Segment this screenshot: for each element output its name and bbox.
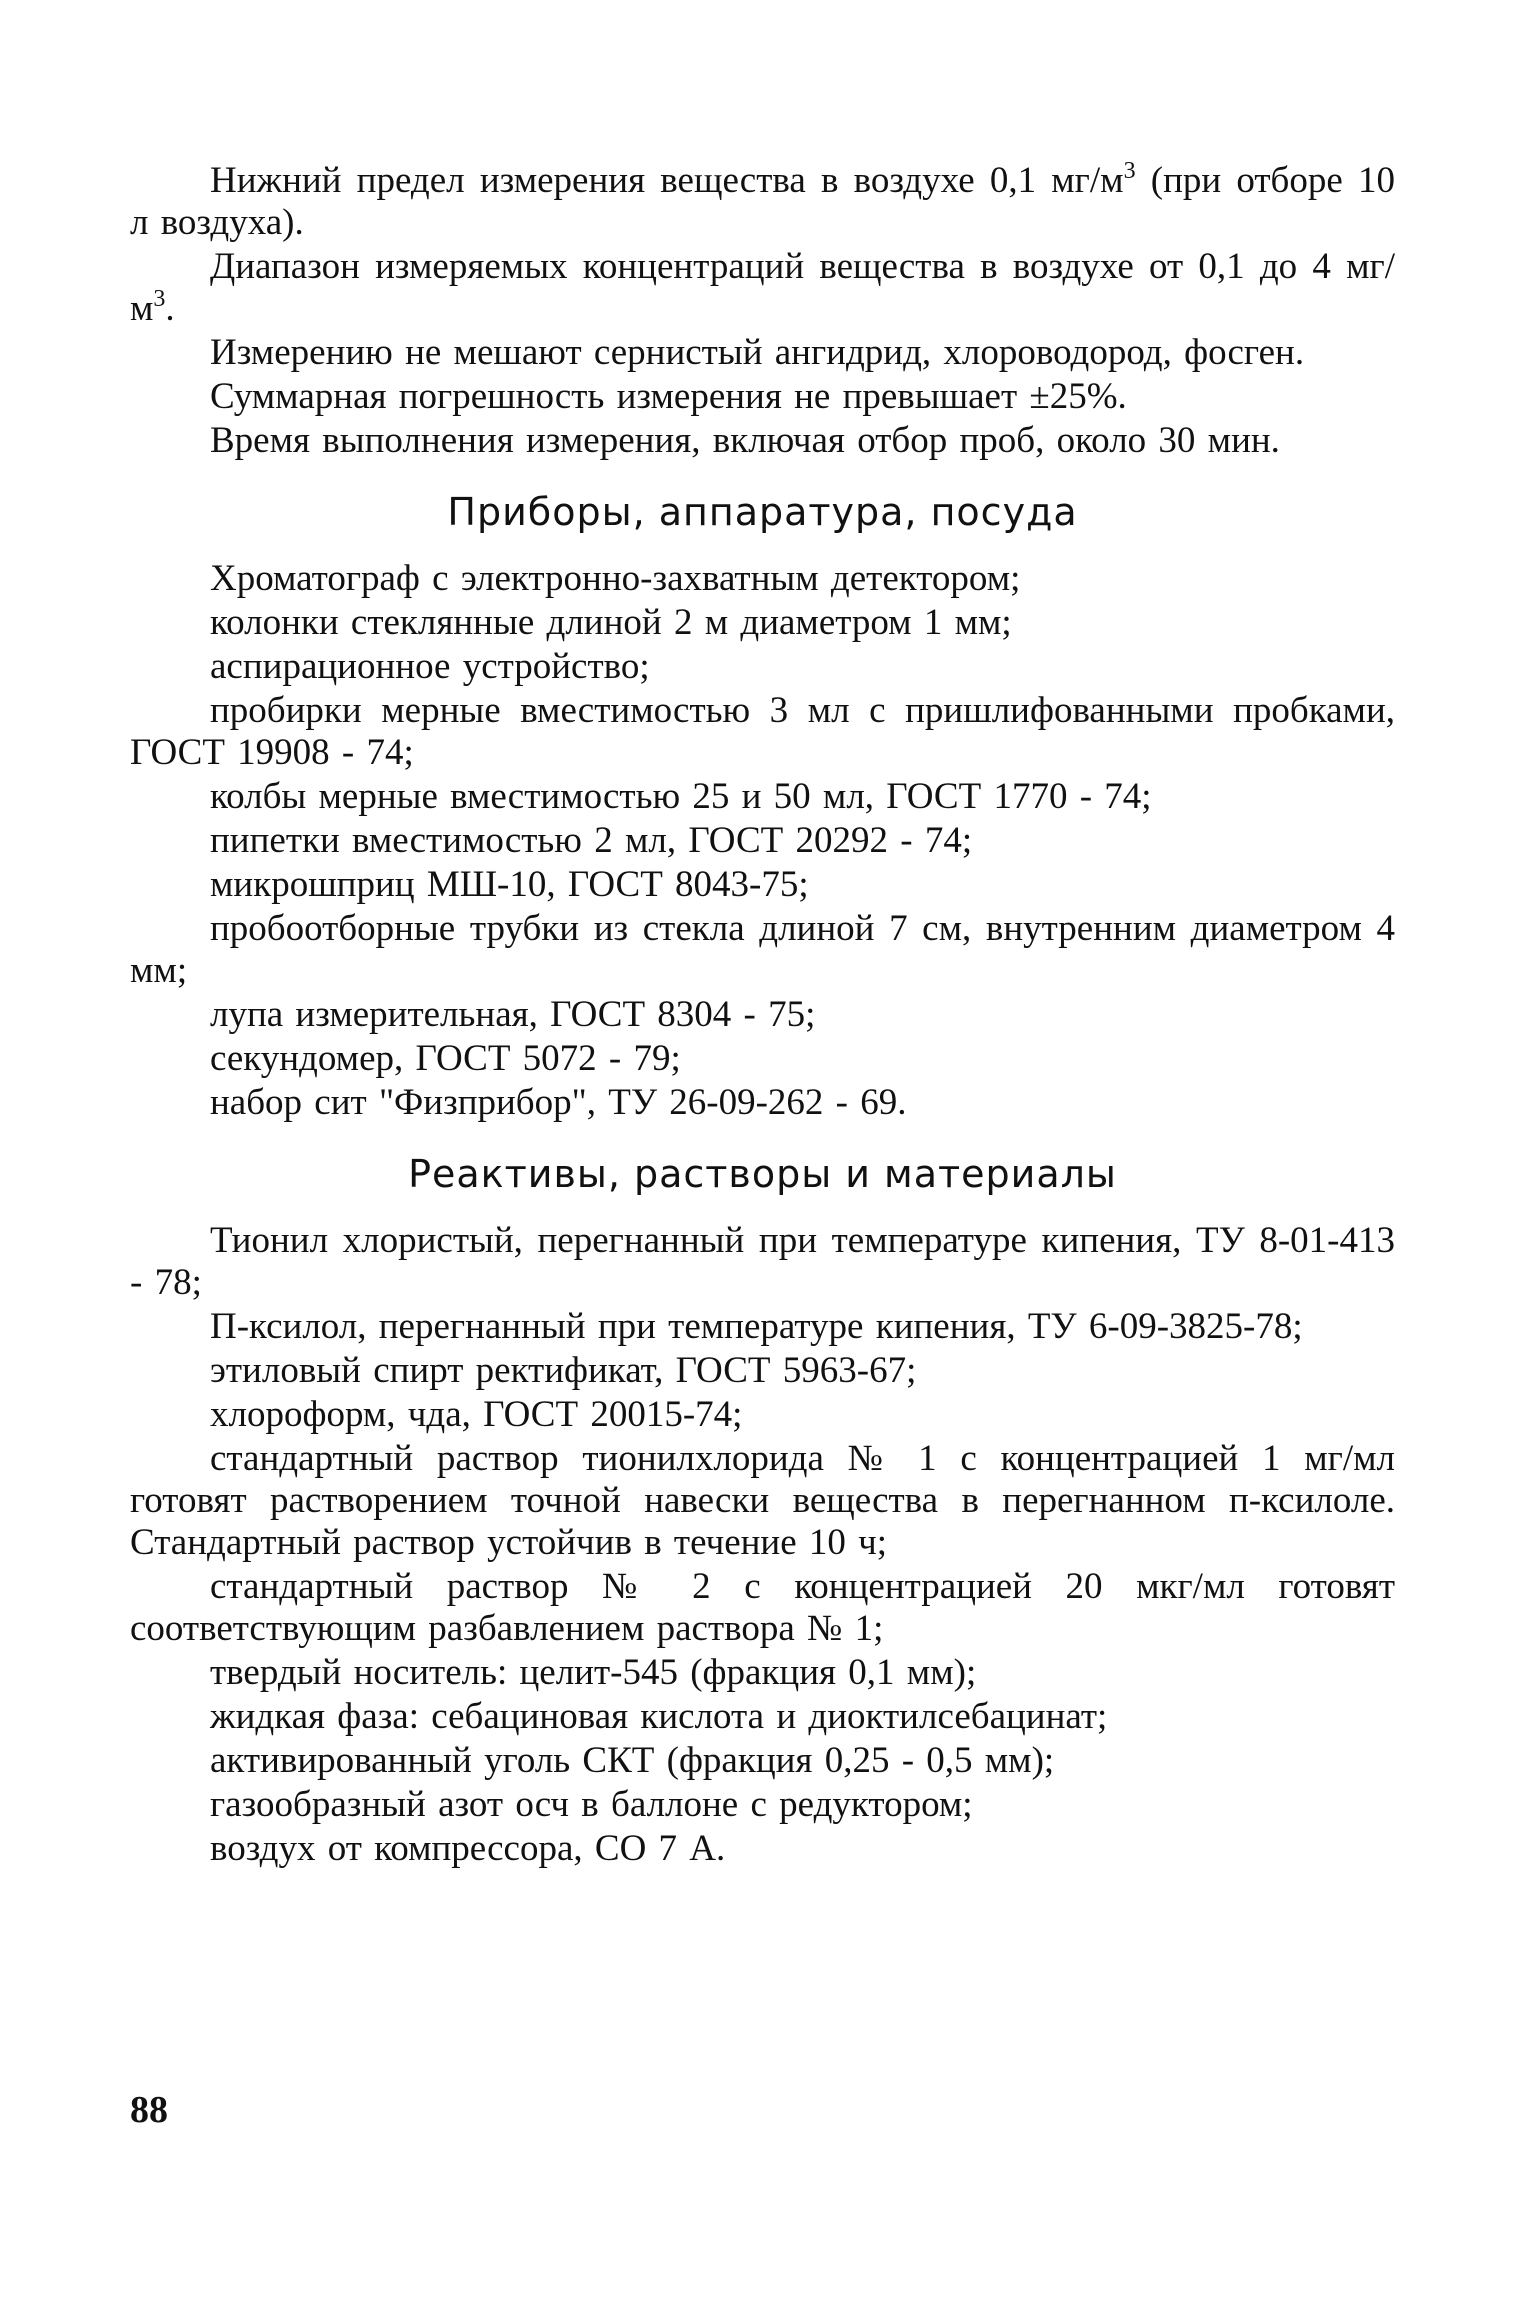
equipment-item: колонки стеклянные длиной 2 м диаметром 1 мм; bbox=[210, 602, 1012, 643]
duration-paragraph: Время выполнения измерения, включая отбор проб, около 30 мин. bbox=[210, 420, 1280, 461]
reagent-item: активированный уголь СКТ (фракция 0,25 - 0,5 мм); bbox=[210, 1740, 1055, 1781]
reagent-item: П-ксилол, перегнанный при температуре кипения, ТУ 6-09-3825-78; bbox=[210, 1306, 1303, 1347]
equipment-heading: Приборы, аппаратура, посуда bbox=[447, 490, 1078, 534]
reagent-item: Тионил хлористый, перегнанный при температуре кипения, ТУ 8-01-413 - 78; bbox=[130, 1220, 1395, 1303]
detection-limit-paragraph: Нижний предел измерения вещества в воздухе 0,1 $мг/м^3$ (при отборе 10 л воздуха). bbox=[130, 158, 1395, 243]
equipment-item: Хроматограф с электронно-захватным детектором; bbox=[210, 558, 1021, 599]
reagent-item: газообразный азот осч в баллоне с редуктором; bbox=[210, 1784, 973, 1825]
equipment-item: микрошприц МШ-10, ГОСТ 8043-75; bbox=[210, 864, 809, 905]
page-content bbox=[130, 160, 1395, 1872]
equipment-item: пипетки вместимостью 2 мл, ГОСТ 20292 - 74; bbox=[210, 820, 973, 861]
equipment-item: аспирационное устройство; bbox=[210, 646, 650, 687]
error-paragraph: Суммарная погрешность измерения не превышает ±25%. bbox=[210, 376, 1127, 417]
equipment-item: колбы мерные вместимостью 25 и 50 мл, ГОСТ 1770 - 74; bbox=[210, 776, 1152, 817]
concentration-range-paragraph: Диапазон измеряемых концентраций вещества в воздухе от 0,1 до 4 $мг/м^3$. bbox=[130, 246, 1395, 329]
equipment-item: лупа измерительная, ГОСТ 8304 - 75; bbox=[210, 994, 816, 1035]
page-number: 88 bbox=[130, 2089, 168, 2131]
reagent-item: хлороформ, чда, ГОСТ 20015-74; bbox=[210, 1394, 743, 1435]
equipment-item: набор сит "Физприбор", ТУ 26-09-262 - 69. bbox=[210, 1082, 907, 1123]
interference-paragraph: Измерению не мешают сернистый ангидрид, хлороводород, фосген. bbox=[210, 332, 1305, 373]
equipment-item: пробирки мерные вместимостью 3 мл с пришлифованными пробками, ГОСТ 19908 - 74; bbox=[130, 690, 1395, 773]
equipment-item: пробоотборные трубки из стекла длиной 7 см, внутренним диаметром 4 мм; bbox=[130, 908, 1395, 991]
equipment-item: секундомер, ГОСТ 5072 - 79; bbox=[210, 1038, 681, 1079]
reagent-item: твердый носитель: целит-545 (фракция 0,1 мм); bbox=[210, 1652, 977, 1693]
reagent-item: стандартный раствор тионилхлорида № 1 с концентрацией 1 мг/мл готовят растворением точной навески вещества в перегнанном п-ксилоле. Стандартный раствор устойчив в течение 10 ч; bbox=[130, 1438, 1395, 1563]
reagents-heading: Реактивы, растворы и материалы bbox=[408, 1152, 1117, 1196]
reagent-item: стандартный раствор № 2 с концентрацией 20 мкг/мл готовят соответствующим разбавлением раствора № 1; bbox=[130, 1566, 1395, 1649]
reagent-item: этиловый спирт ректификат, ГОСТ 5963-67; bbox=[210, 1350, 917, 1391]
reagent-item: жидкая фаза: себациновая кислота и диоктилсебацинат; bbox=[210, 1696, 1108, 1737]
reagent-item: воздух от компрессора, СО 7 А. bbox=[210, 1828, 726, 1869]
